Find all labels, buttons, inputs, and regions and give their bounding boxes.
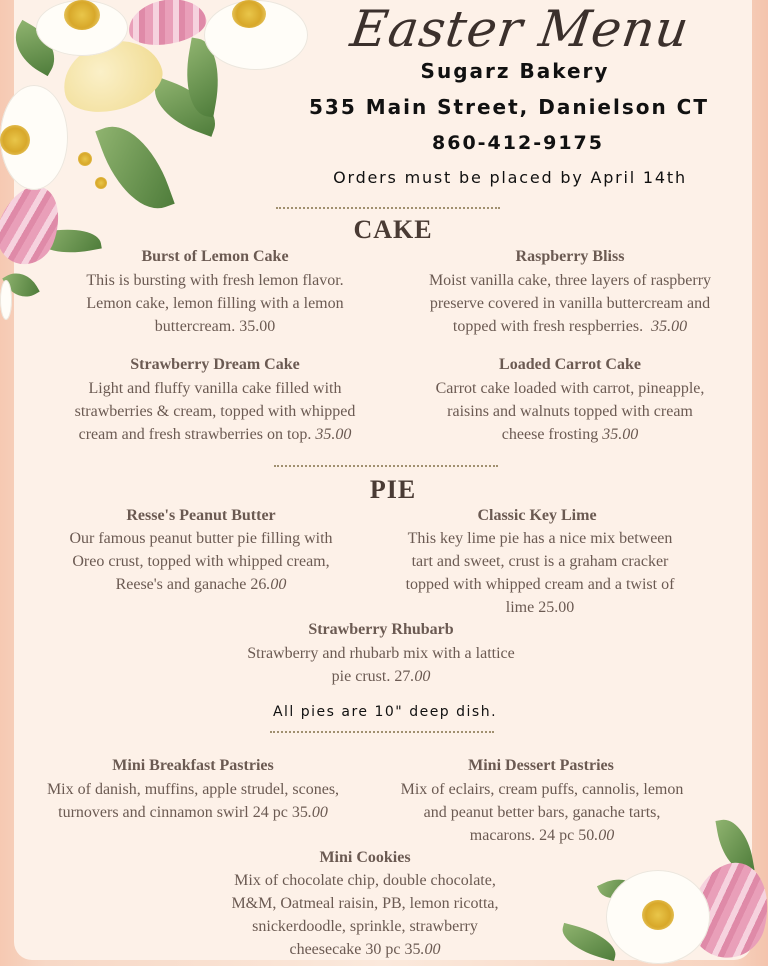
leaf-icon bbox=[95, 114, 174, 220]
divider bbox=[274, 465, 498, 467]
item-description: This is bursting with fresh lemon flavor. Lemon cake, lemon filling with a lemon buttercream. 35.00 bbox=[86, 272, 344, 335]
daisy-icon bbox=[606, 870, 716, 960]
item-name: Strawberry Dream Cake bbox=[130, 356, 300, 373]
item-description: Strawberry and rhubarb mix with a lattice pie crust. 27.00 bbox=[247, 645, 515, 685]
item-name: Strawberry Rhubarb bbox=[308, 621, 454, 638]
pie-size-note: All pies are 10" deep dish. bbox=[272, 704, 498, 720]
item-description: Light and fluffy vanilla cake filled with strawberries & cream, topped with whipped cream and fresh strawberries on top. 35.00 bbox=[74, 380, 356, 443]
item-description: Mix of danish, muffins, apple strudel, scones, turnovers and cinnamon swirl 24 pc 35.00 bbox=[46, 781, 340, 821]
menu-title: Easter Menu bbox=[347, 0, 693, 58]
item-description: This key lime pie has a nice mix between tart and sweet, crust is a graham cracker topped with whipped cream and a twist of lime 25.00 bbox=[405, 530, 675, 616]
item-description: Mix of eclairs, cream puffs, cannolis, lemon and peanut better bars, ganache tarts, macarons. 24 pc 50.00 bbox=[400, 781, 684, 844]
item-description: Moist vanilla cake, three layers of raspberry preserve covered in vanilla buttercream and topped with fresh respberries. 35.00 bbox=[428, 272, 712, 335]
item-name: Mini Dessert Pastries bbox=[468, 757, 614, 774]
flower-bud-icon bbox=[78, 152, 92, 166]
daisy-icon bbox=[200, 0, 312, 72]
item-name: Resse's Peanut Butter bbox=[126, 507, 276, 524]
section-title-pie: PIE bbox=[369, 475, 417, 504]
daisy-icon bbox=[26, 0, 136, 60]
order-deadline-note: Orders must be placed by April 14th bbox=[333, 168, 687, 187]
item-description: Our famous peanut butter pie filling with Oreo crust, topped with whipped cream, Reese's and ganache 26.00 bbox=[69, 530, 333, 593]
item-name: Mini Cookies bbox=[319, 849, 411, 866]
bakery-phone: 860-412-9175 bbox=[432, 132, 604, 154]
flower-bud-icon bbox=[95, 177, 107, 189]
section-title-cake: CAKE bbox=[353, 215, 433, 244]
item-name: Loaded Carrot Cake bbox=[499, 356, 641, 373]
item-name: Burst of Lemon Cake bbox=[141, 248, 289, 265]
daisy-icon bbox=[0, 280, 12, 320]
item-name: Mini Breakfast Pastries bbox=[112, 757, 274, 774]
bakery-name: Sugarz Bakery bbox=[420, 59, 610, 83]
item-description: Mix of chocolate chip, double chocolate, M&M, Oatmeal raisin, PB, lemon ricotta, snickerdoodle, sprinkle, strawberry cheesecake 30 pc 35.00 bbox=[231, 872, 499, 958]
item-description: Carrot cake loaded with carrot, pineapple, raisins and walnuts topped with cream cheese frosting 35.00 bbox=[435, 380, 705, 443]
item-name: Raspberry Bliss bbox=[515, 248, 625, 265]
daisy-icon bbox=[0, 85, 70, 195]
divider bbox=[276, 207, 500, 209]
item-name: Classic Key Lime bbox=[477, 507, 597, 524]
divider bbox=[270, 731, 494, 733]
bakery-address: 535 Main Street, Danielson CT bbox=[308, 95, 710, 119]
